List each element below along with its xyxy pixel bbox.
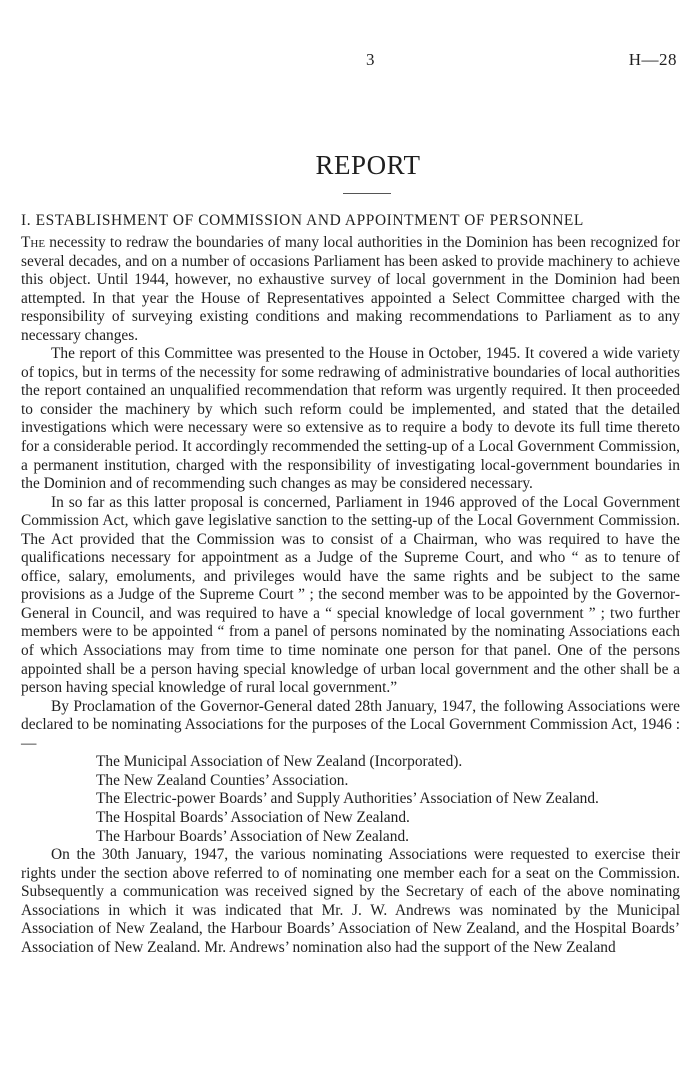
list-item: The Harbour Boards’ Association of New Zealand.	[96, 827, 409, 845]
paragraph-4: By Proclamation of the Governor-General dated 28th January, 1947, the following Associations were declared to be nominating Associations for the purposes of the Local Government Commission Act, 1946 :—	[21, 697, 680, 752]
list-item: The Municipal Association of New Zealand (Incorporated).	[96, 753, 463, 771]
paragraph-1-text: necessity to redraw the boundaries of many local authorities in the Dominion has been recognized for several decades, and on a number of occasions Parliament has been asked to provide machinery to achieve this object. Until 1944, however, no exhaustive survey of local government in the Dominion had been attempted. In that year the House of Representatives appointed a Select Committee charged with the responsibility of surveying existing conditions and making recommendations to Parliament as to any necessary changes.	[21, 234, 680, 344]
association-list	[21, 753, 680, 846]
page-title: REPORT	[315, 150, 421, 180]
paragraph-2: The report of this Committee was presented to the House in October, 1945. It covered a wide variety of topics, but in terms of the necessity for some redrawing of administrative boundaries of local authorities the report contained an unqualified recommendation that reform was urgently required. It then proceeded to consider the machinery by which such reform could be implemented, and stated that the detailed investigations which were necessary were so extensive as to require a body to devote its full time thereto for a considerable period. It accordingly recommended the setting-up of a Local Government Commission, a permanent institution, charged with the responsibility of investigating local-government boundaries in the Dominion and of recommending such changes as may be considered necessary.	[21, 345, 680, 493]
paragraph-1-lead: The	[21, 234, 46, 251]
list-item: The New Zealand Counties’ Association.	[96, 771, 349, 789]
section-heading: I. ESTABLISHMENT OF COMMISSION AND APPOINTMENT OF PERSONNEL	[21, 212, 584, 229]
document-reference: H—28	[628, 50, 677, 69]
page-number: 3	[366, 50, 375, 69]
paragraph-3: In so far as this latter proposal is concerned, Parliament in 1946 approved of the Local Government Commission Act, which gave legislative sanction to the setting-up of the Local Government Commission. The Act provided that the Commission was to consist of a Chairman, who was required to have the qualifications necessary for appointment as a Judge of the Supreme Court, and who “ as to tenure of office, salary, emoluments, and privileges would have the same rights and be subject to the same provisions as a Judge of the Supreme Court ” ; the second member was to be appointed by the Governor-General in Council, and was required to have a “ special knowledge of local government ” ; two further members were to be appointed “ from a panel of persons nominated by the nominating Associations each of which Associations may from time to time nominate one person for that panel. One of the persons appointed shall be a person having special knowledge of urban local government and the other shall be a person having special knowledge of rural local government.”	[21, 493, 680, 697]
list-item: The Hospital Boards’ Association of New Zealand.	[96, 808, 410, 826]
title-rule	[343, 193, 391, 194]
list-item: The Electric-power Boards’ and Supply Authorities’ Association of New Zealand.	[96, 790, 599, 808]
paragraph-1	[21, 234, 680, 345]
paragraph-5: On the 30th January, 1947, the various nominating Associations were requested to exercise their rights under the section above referred to of nominating one member each for a seat on the Commission. Subsequently a communication was received signed by the Secretary of each of the above nominating Associations in which it was indicated that Mr. J. W. Andrews was nominated by the Municipal Association of New Zealand, the Harbour Boards’ Association of New Zealand, and the Hospital Boards’ Association of New Zealand. Mr. Andrews’ nomination also had the support of the New Zealand	[21, 846, 680, 956]
section-body	[21, 234, 680, 957]
